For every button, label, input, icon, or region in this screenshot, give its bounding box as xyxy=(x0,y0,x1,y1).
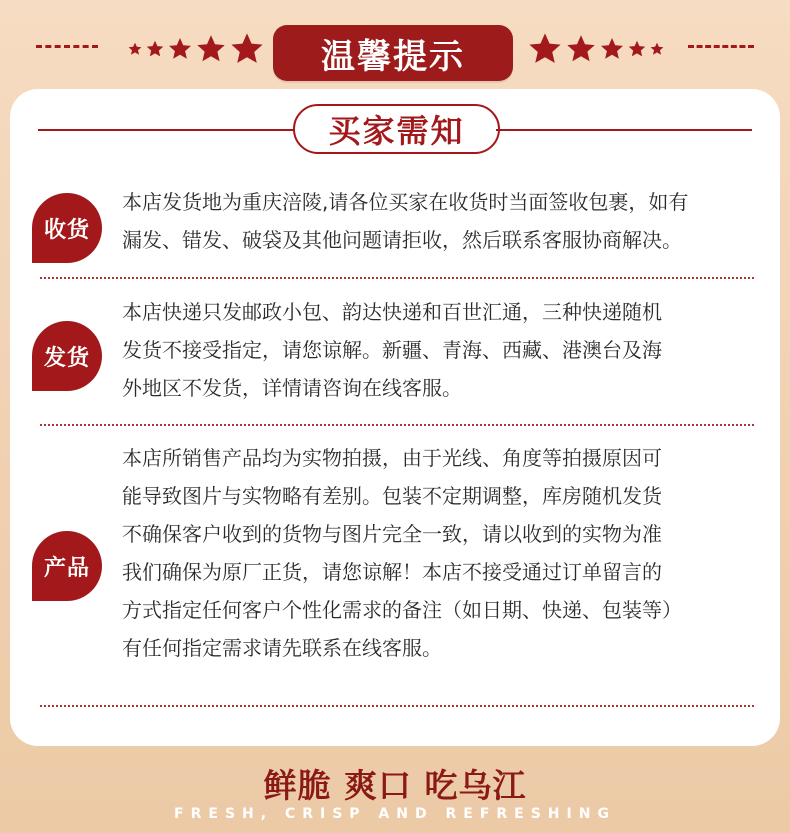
star-icon xyxy=(168,37,192,61)
star-icon xyxy=(528,32,562,66)
star-icon xyxy=(566,34,596,64)
header-stars-right xyxy=(528,32,688,66)
section-badge: 收货 xyxy=(32,193,102,263)
notice-title: 买家需知 xyxy=(293,104,500,154)
text-line: 方式指定任何客户个性化需求的备注（如日期、快递、包装等） xyxy=(122,598,682,622)
footer-subtitle: FRESH, CRISP AND REFRESHING xyxy=(174,806,616,822)
star-icon xyxy=(650,42,664,56)
section-divider xyxy=(40,424,754,426)
section-badge: 产品 xyxy=(32,531,102,601)
text-line: 不确保客户收到的货物与图片完全一致，请以收到的实物为准 xyxy=(122,522,662,546)
section-badge: 发货 xyxy=(32,321,102,391)
star-icon xyxy=(600,37,624,61)
text-line: 漏发、错发、破袋及其他问题请拒收，然后联系客服协商解决。 xyxy=(122,228,682,252)
section-divider xyxy=(40,277,754,279)
text-line: 有任何指定需求请先联系在线客服。 xyxy=(122,636,442,660)
section-text xyxy=(122,439,762,667)
header-banner: 温馨提示 xyxy=(273,25,513,81)
section-text xyxy=(122,293,762,407)
notice-card xyxy=(10,89,780,746)
star-icon xyxy=(196,34,226,64)
star-icon xyxy=(128,42,142,56)
star-icon xyxy=(146,40,164,58)
text-line: 本店快递只发邮政小包、韵达快递和百世汇通，三种快递随机 xyxy=(122,300,662,324)
text-line: 外地区不发货，详情请咨询在线客服。 xyxy=(122,376,462,400)
header-stars-left xyxy=(104,32,264,66)
title-rule-left xyxy=(38,129,300,131)
text-line: 我们确保为原厂正货，请您谅解！本店不接受通过订单留言的 xyxy=(122,560,662,584)
text-line: 本店所销售产品均为实物拍摄，由于光线、角度等拍摄原因可 xyxy=(122,446,662,470)
header-dash-right xyxy=(688,45,754,48)
text-line: 能导致图片与实物略有差别。包装不定期调整，库房随机发货 xyxy=(122,484,662,508)
header-dash-left xyxy=(36,45,98,48)
text-line: 发货不接受指定，请您谅解。新疆、青海、西藏、港澳台及海 xyxy=(122,338,662,362)
section-text xyxy=(122,183,762,259)
title-rule-right xyxy=(496,129,752,131)
star-icon xyxy=(230,32,264,66)
text-line: 本店发货地为重庆涪陵,请各位买家在收货时当面签收包裹，如有 xyxy=(122,190,689,214)
section-divider xyxy=(40,705,754,707)
footer-slogan: 鲜脆 爽口 吃乌江 xyxy=(263,766,527,805)
star-icon xyxy=(628,40,646,58)
